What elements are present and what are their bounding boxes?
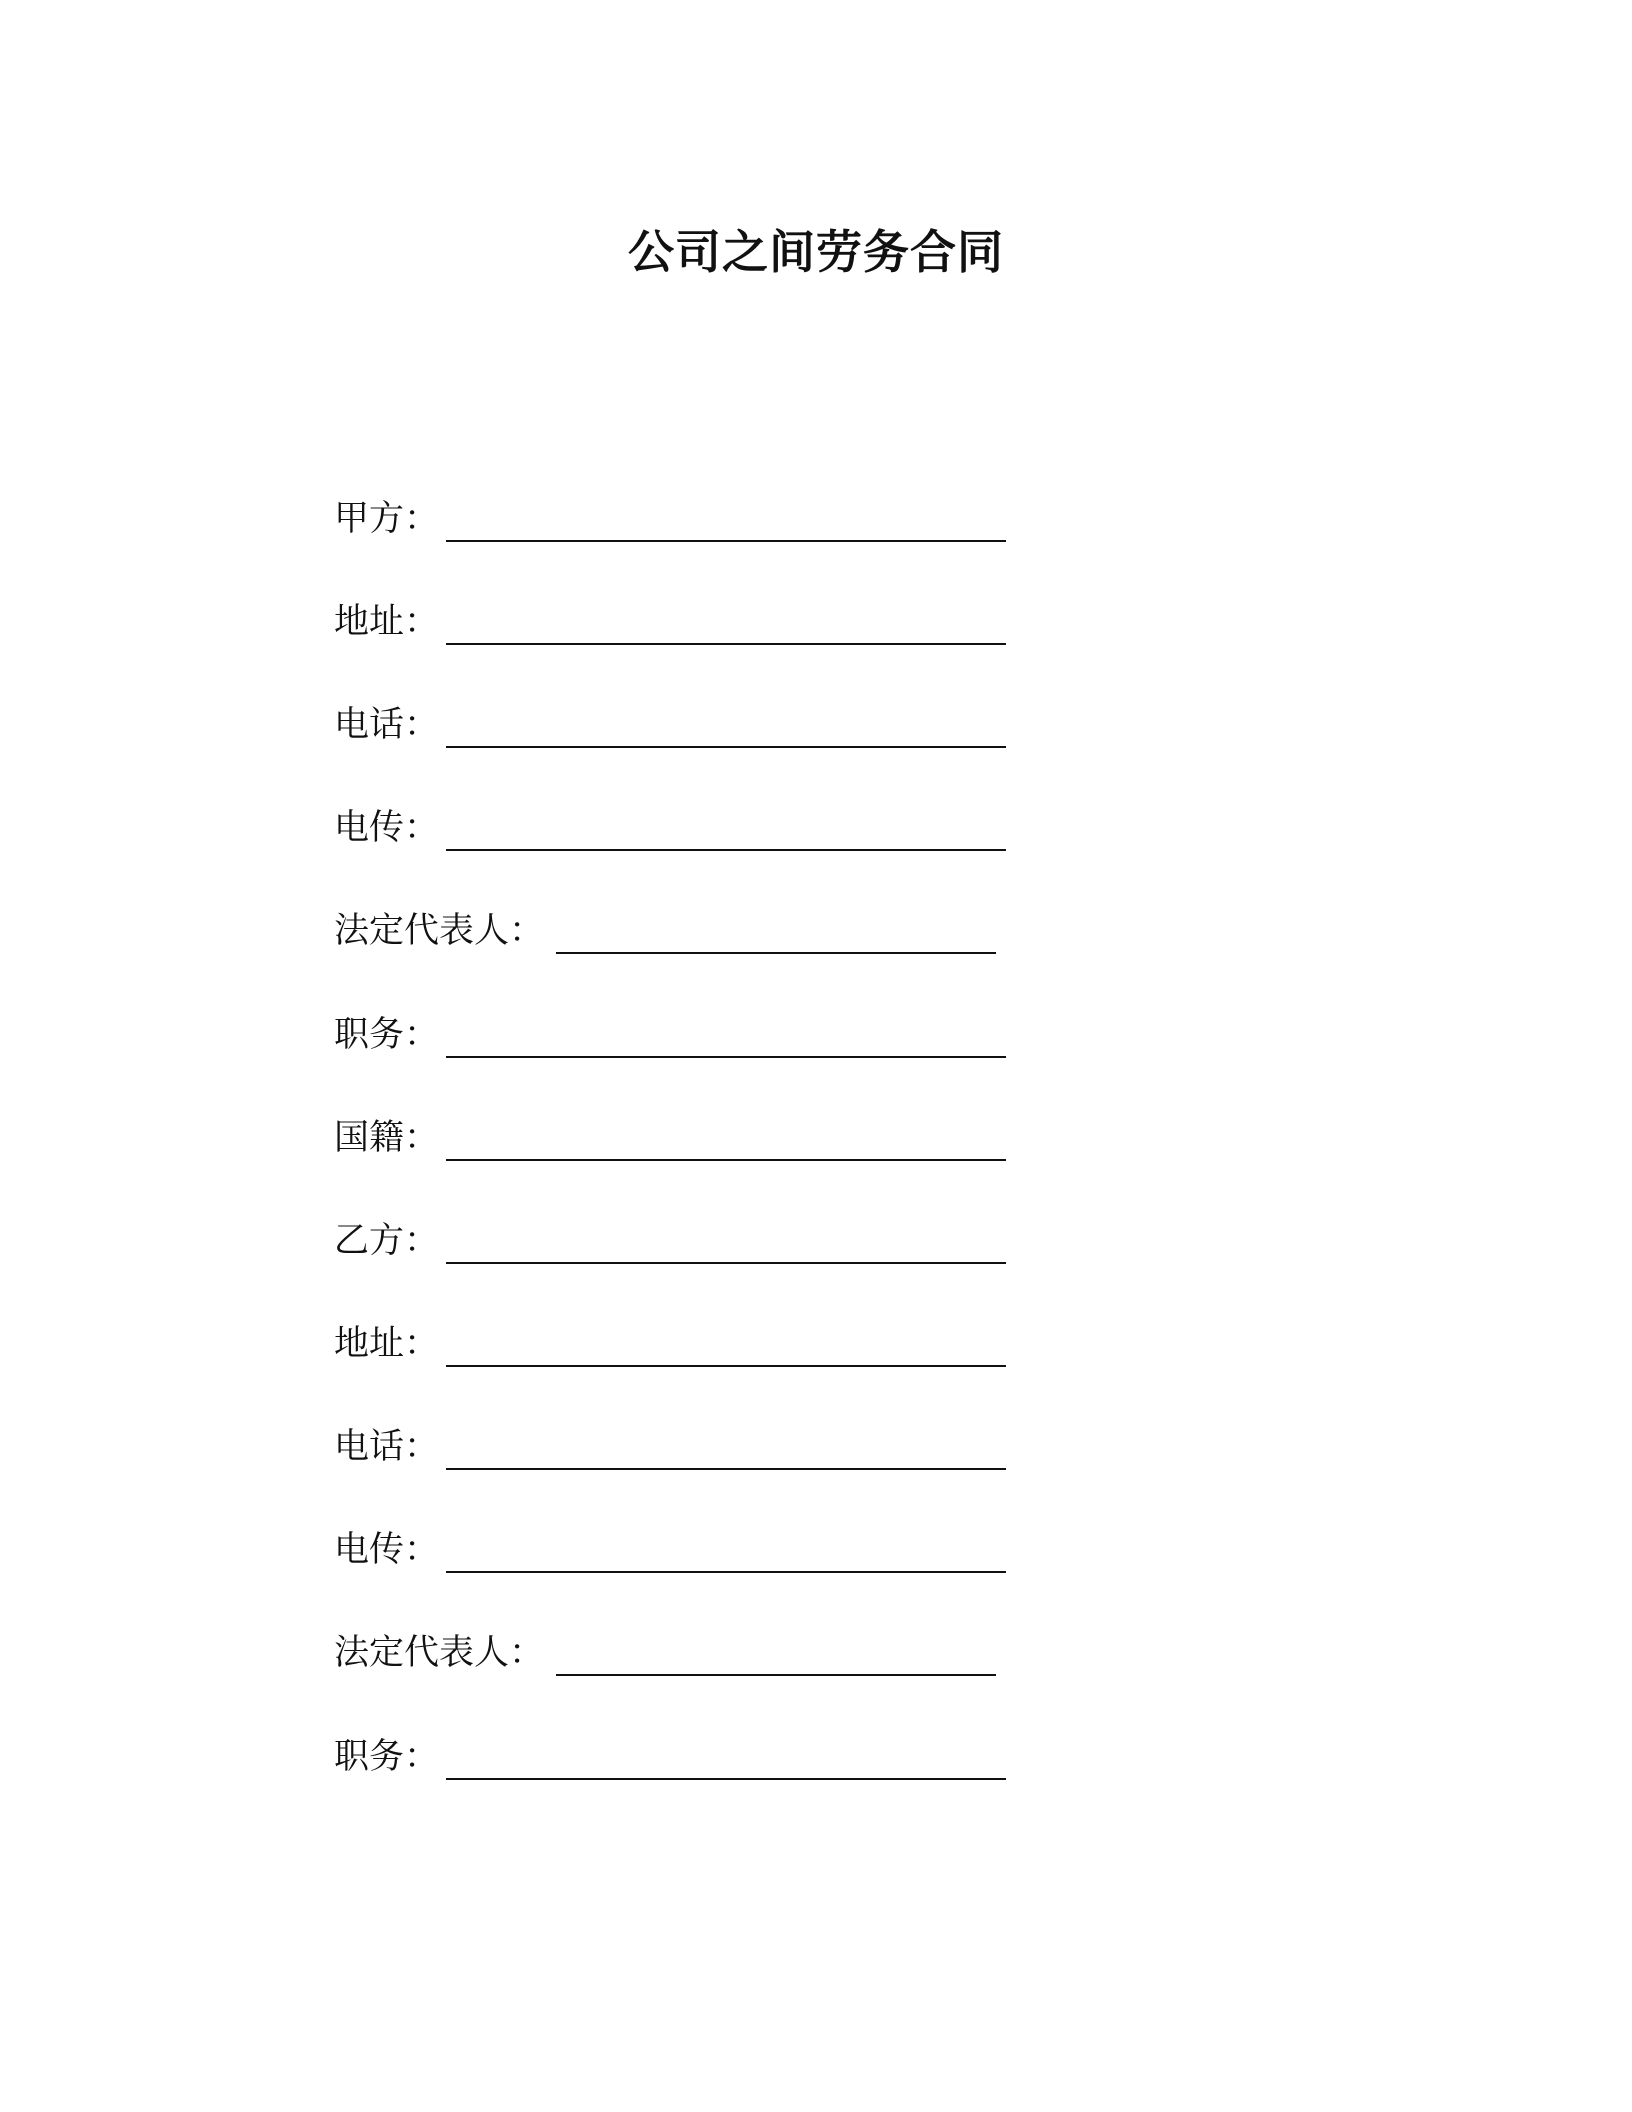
field-label: 国籍： — [334, 1118, 440, 1158]
fill-in-blank[interactable] — [446, 643, 1006, 645]
field-party-a — [334, 494, 1094, 544]
contract-fields — [334, 0, 1094, 2112]
field-label: 电传： — [334, 1530, 440, 1570]
field-label: 地址： — [334, 602, 440, 642]
fill-in-blank[interactable] — [556, 1674, 996, 1676]
fill-in-blank[interactable] — [446, 1262, 1006, 1264]
document-title: 公司之间劳务合同 — [628, 225, 1004, 279]
field-label: 电传： — [334, 808, 440, 848]
field-party-b-position — [334, 1732, 1094, 1782]
field-label: 法定代表人： — [334, 1633, 545, 1673]
field-label: 电话： — [334, 705, 440, 745]
field-label: 职务： — [334, 1015, 440, 1055]
field-party-a-legal-rep — [334, 906, 1094, 956]
field-party-a-position — [334, 1010, 1094, 1060]
field-label: 甲方： — [334, 499, 440, 539]
fill-in-blank[interactable] — [556, 952, 996, 954]
field-party-b-address — [334, 1319, 1094, 1369]
field-label: 地址： — [334, 1324, 440, 1364]
fill-in-blank[interactable] — [446, 1159, 1006, 1161]
field-party-a-address — [334, 597, 1094, 647]
field-label: 职务： — [334, 1737, 440, 1777]
field-party-a-phone — [334, 700, 1094, 750]
field-party-b-legal-rep — [334, 1628, 1094, 1678]
fill-in-blank[interactable] — [446, 1056, 1006, 1058]
field-party-a-fax — [334, 803, 1094, 853]
field-party-b — [334, 1216, 1094, 1266]
field-label: 法定代表人： — [334, 911, 545, 951]
fill-in-blank[interactable] — [446, 1778, 1006, 1780]
field-party-b-phone — [334, 1422, 1094, 1472]
fill-in-blank[interactable] — [446, 1365, 1006, 1367]
field-party-a-nationality — [334, 1113, 1094, 1163]
field-party-b-fax — [334, 1525, 1094, 1575]
fill-in-blank[interactable] — [446, 849, 1006, 851]
field-label: 电话： — [334, 1427, 440, 1467]
fill-in-blank[interactable] — [446, 1468, 1006, 1470]
fill-in-blank[interactable] — [446, 1571, 1006, 1573]
field-label: 乙方： — [334, 1221, 440, 1261]
fill-in-blank[interactable] — [446, 746, 1006, 748]
fill-in-blank[interactable] — [446, 540, 1006, 542]
